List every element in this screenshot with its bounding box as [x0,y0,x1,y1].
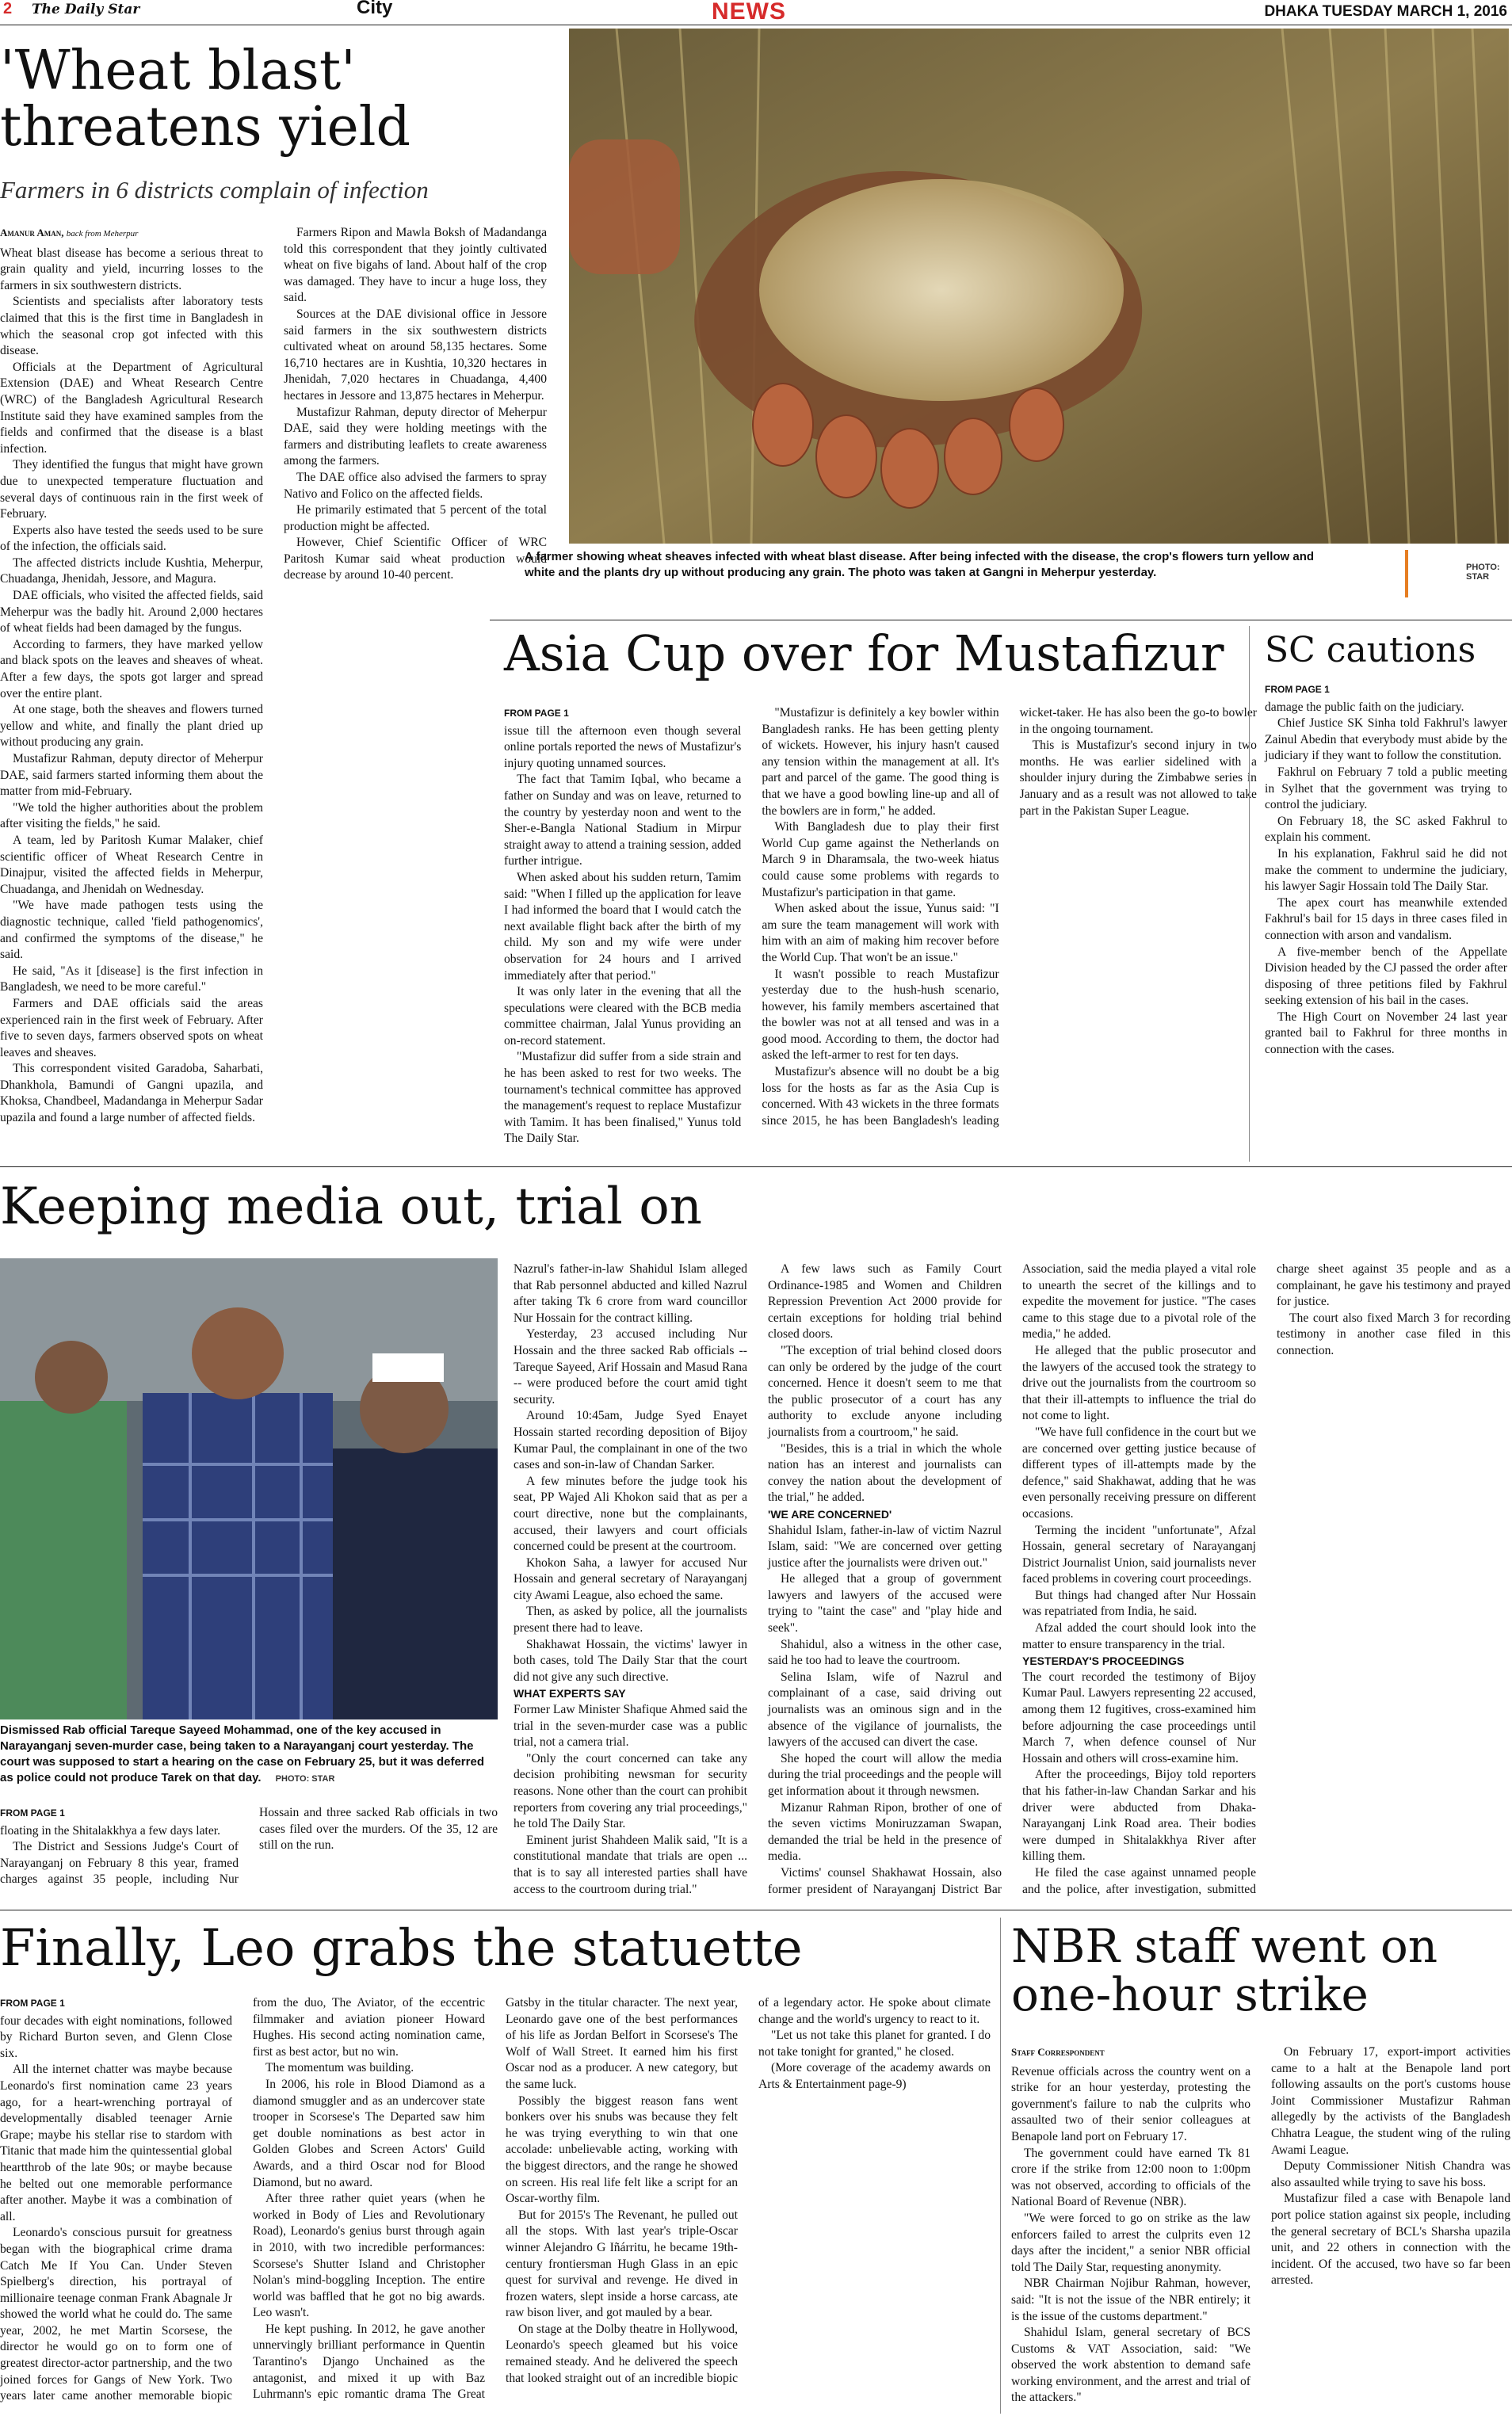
media-from-page: FROM PAGE 1 [0,1807,65,1819]
rule [0,1166,1512,1167]
nbr-headline: NBR staff went on one-hour strike [1011,1919,1438,2021]
media-para: Nazrul's father-in-law Shahidul Islam alleged that Rab personnel abducted and killed Nazrul after taking Tk 6 crore from ward councillor Nur Hossain for the contract killing. [514,1262,747,1325]
wheat-headline: 'Wheat blast' threatens yield [0,40,410,159]
asia-para: When asked about the issue, Yunus said: "I am sure the team management will work with him with an aim of making him recover before the World Cup. That won't be an issue." [762,902,999,964]
nbr-para: The government could have earned Tk 81 crore if the strike from 12:00 noon to 1:00pm was not observed, according to officials of the National Board of Revenue (NBR). [1011,2146,1250,2209]
asia-body [504,705,1257,1158]
asia-para: issue till the afternoon even though several online portals reported the news of Mustafizur's injury quoting unnamed sources. [504,723,742,770]
media-para: Shahidul Islam, father-in-law of victim Nazrul Islam, said: "We are concerned over getting justice after the journalists were driven out." [768,1523,1002,1570]
sc-para: damage the public faith on the judiciary. [1265,700,1464,714]
sc-para: Fakhrul on February 7 told a public meeting in Sylhet that the government was trying to control the judiciary. [1265,765,1507,812]
wheat-para: He primarily estimated that 5 percent of the total production might be affected. [284,503,547,533]
wheat-para: "We told the higher authorities about the problem after visiting the fields," he said. [0,800,263,831]
media-para: He alleged that a group of government lawyers and lawyers of the accused were trying to "taint the case" and "play hide and seek". [768,1572,1002,1635]
media-para: Shakhawat Hossain, the victims' lawyer in both cases, told The Daily Star that the court did not give any such directive. [514,1637,747,1684]
asia-headline: Asia Cup over for Mustafizur [504,624,1224,682]
sc-para: The High Court on November 24 last year granted bail to Fakhrul for three months in connection with the cases. [1265,1010,1507,1057]
media-para: Terming the incident "unfortunate", Afzal Hossain, general secretary of Narayanganj District Journalist Union, said journalists never faced problems in covering court proceedings. [1022,1523,1256,1586]
media-subhead: 'WE ARE CONCERNED' [768,1507,892,1521]
media-para: He filed the case against unnamed people and the police, after investigation, submitted charge sheet against 35 people and as a complainant, he gave his testimony and prayed for justice. [1022,1262,1510,1896]
media-para: A few laws such as Family Court Ordinance-1985 and Women and Children Repression Prevention Act 2000 provide for certain exceptions for holding trial behind closed doors. [768,1262,1002,1342]
leo-body [0,1995,991,2414]
asia-para: This is Mustafizur's second injury in two months. He was earlier sidelined with a shoulder injury during the Zimbabwe series in January and as a result was not allowed to take part in the Pakistan Super League. [1019,739,1257,818]
wheat-para: This correspondent visited Garadoba, Saharbati, Dhankhola, Bamundi of Gangni upazila, and Khoksa, Chandbeel, Madandanga in Meherpur Sadar upazila and found a large number of affected fields. [0,1062,263,1125]
wheat-para: At one stage, both the sheaves and flowers turned yellow and white, and finally the plant dried up without producing any grain. [0,703,263,750]
sc-para: Chief Justice SK Sinha told Fakhrul's lawyer Zainul Abedin that everybody must abide by the judiciary if they want to follow the constitution. [1265,716,1507,763]
media-para: Victims' counsel Shakhawat Hossain, also former president of Narayanganj District Bar Association, said the media played a vital role to unearth the secret of the killings and to expedite the movement for justice. "The cases came to this stage due to a pivotal role of the media," he added. [768,1262,1256,1896]
asia-para: "Mustafizur did suffer from a side strain and he has been asked to rest for two weeks. The tournament's technical committee has approved the management's request to replace Mustafizur with Tamim. It has been finalised," Yunus told The Daily Star. [504,1050,742,1146]
asia-para: It wasn't possible to reach Mustafizur yesterday due to the hush-hush scenario, however, his family members ascertained that the bowler was not at all tensed and was in a good mood. According to them, the doctor had asked the left-armer to rest for ten days. [762,967,999,1063]
masthead [0,0,1512,24]
wheat-para: They identified the fungus that might have grown due to unexpected temperature fluctuation and several days of continuous rain in the first week of February. [0,458,263,521]
wheat-photo-image [569,29,1509,544]
nbr-byline: Staff Correspondent [1011,2046,1105,2058]
sc-from-page: FROM PAGE 1 [1265,684,1330,695]
leo-para: Possibly the biggest reason fans went bonkers over his snubs was because they felt he was trying everything to win that one accolade: unbelievable acting, working with the biggest directors, and the range he showed on screen. His real life felt like a script for an Oscar-worthy film. [506,2093,738,2206]
media-para: "We have full confidence in the court but we are concerned over getting justice because of different types of ill-attempts made by the defence," said Shakhawat, adding that he was even personally receiving pressure on different occasions. [1022,1425,1256,1521]
media-para: Around 10:45am, Judge Syed Enayet Hossain started recording deposition of Bijoy Kumar Paul, the complainant in one of the two cases and son-in-law of Chandan Sarker. [514,1409,747,1472]
media-body-a [0,1805,498,1900]
asia-para: "Mustafizur is definitely a key bowler within Bangladesh ranks. He has been getting plenty of wickets. However, his injury hasn't caused any tension within the management at all. It's part and parcel of the game. The good thing is that we have a good bowling line-up and all of the bowlers are in form," he added. [762,706,999,818]
wheat-para: Scientists and specialists after laboratory tests claimed that this is the first time in Bangladesh in which the seasonal crop got infected with this disease. [0,295,263,358]
nbr-para: Mustafizur filed a case with Benapole land port police station against six people, including the general secretary of BCL's Sharsha upazila unit, and 22 others in connection with the incident. Of the accused, two have so far been arrested. [1271,2192,1510,2288]
leo-para: "Let us not take this planet for granted. I do not take tonight for granted," he closed. [758,2029,991,2059]
media-subhead: WHAT EXPERTS SAY [514,1687,626,1700]
wheat-para: Experts also have tested the seeds used to be sure of the infection, the officials said. [0,523,263,554]
sc-para: A five-member bench of the Appellate Division headed by the CJ passed the order after disposing of three petitions filed by Fakhrul seeking extension of his bail in the cases. [1265,945,1507,1008]
column-divider [1000,1918,1001,2414]
leo-headline: Finally, Leo grabs the statuette [0,1919,803,1978]
media-photo-image [0,1258,498,1719]
media-para: Then, as asked by police, all the journalists present there had to leave. [514,1605,747,1635]
media-para: "The exception of trial behind closed doors can only be ordered by the judge of the court concerned. Hence it doesn't seem to me that the public prosecutor of a court has any authority to exclude anyone including journalists from a courtroom," he said. [768,1343,1002,1439]
wheat-para: Farmers and DAE officials said the areas experienced rain in the first week of February. After five to seven days, farmers observed spots on wheat leaves and sheaves. [0,996,263,1059]
wheat-para: Mustafizur Rahman, deputy director of Meherpur DAE, said they were holding meetings with the farmers and distributing leaflets to create awareness among the farmers. [284,405,547,468]
sc-headline: SC cautions [1265,630,1476,670]
nbr-para: NBR Chairman Nojibur Rahman, however, said: "It is not the issue of the NBR entirely; it is the issue of the customs department." [1011,2277,1250,2323]
leo-from-page: FROM PAGE 1 [0,1998,65,2009]
sc-para: The apex court has meanwhile extended Fakhrul's bail for 15 days in three cases filed in connection with arson and vandalism. [1265,895,1507,942]
sc-para: On February 18, the SC asked Fakhrul to explain his comment. [1265,814,1507,845]
leo-para: four decades with eight nominations, followed by Richard Burton seven, and Glenn Close six. [0,2013,232,2060]
media-photo-caption: Dismissed Rab official Tareque Sayeed Mohammad, one of the key accused in Narayanganj seven-murder case, being taken to a Narayanganj court yesterday. The court was supposed to start a hearing on the case on February 25, but it was deferred as police could not produce Tarek on that day. PHOTO: STAR [0,1723,484,1784]
asia-para: When asked about his sudden return, Tamim said: "When I filled up the application for leave I had informed the board that I would catch the next available flight back after the birth of my child. My son and my wife were under observation for 24 hours and I arrived immediately after that period." [504,870,742,983]
nbr-para: Deputy Commissioner Nitish Chandra was also assaulted while trying to save his boss. [1271,2159,1510,2189]
wheat-para: DAE officials, who visited the affected fields, said Meherpur was the badly hit. Around 2,000 hectares of wheat fields had been damaged by the fungus. [0,589,263,635]
wheat-para: According to farmers, they have marked yellow and black spots on the leaves and sheaves of wheat. After a few days, the spots got larger and spread over the entire plant. [0,637,263,700]
wheat-para: Farmers Ripon and Mawla Boksh of Madandanga told this correspondent that they jointly cultivated wheat on five bigahs of land. About half of the crop was damaged. They have to incur a huge loss, they said. [284,226,547,305]
caption-accent [1405,550,1408,597]
wheat-para: Officials at the Department of Agricultural Extension (DAE) and Wheat Research Centre (WRC) of the Bangladesh Agricultural Research Institute said they have examined samples from the fields and confirmed that the disease is a blast infection. [0,360,263,456]
wheat-para: The affected districts include Kushtia, Meherpur, Chuadanga, Jhenidah, Jessore, and Magura. [0,555,263,586]
media-para: The District and Sessions Judge's Court of Narayanganj on February 8 this year, framed charges against 35 people, including Nur Hossain and three sacked Rab officials in two cases filed over the murders. Of the 35, 12 are still on the run. [0,1806,498,1887]
wheat-subhead: Farmers in 6 districts complain of infection [0,176,429,204]
nbr-para: On February 17, export-import activities came to a halt at the Benapole land port following assaults on the port's customs house Joint Commissioner Mustafizur Rahman allegedly by the activists of the Bangladesh Chhatra League, the student wing of the ruling Awami League. [1271,2045,1510,2157]
media-para: Selina Islam, wife of Nazrul and complainant of a case, said driving out journalists was an ominous sign and in the absence of the vigilance of journalists, the lawyers of the accused can divert the case. [768,1670,1002,1750]
media-para: Afzal added the court should look into the matter to ensure transparency in the trial. [1022,1621,1256,1651]
media-photo [0,1258,498,1719]
wheat-body [0,225,547,1154]
asia-para: The fact that Tamim Iqbal, who became a father on Sunday and was on leave, returned to the country by yesterday noon and went to the Sher-e-Bangla National Stadium in Mirpur straight away to attend a training session, added further intrigue. [504,773,742,868]
media-subhead: YESTERDAY'S PROCEEDINGS [1022,1655,1185,1668]
leo-para: On stage at the Dolby theatre in Hollywood, Leonardo's speech gleamed but his voice remained steady. And he delivered the speech that looked straight out of an incredible biopic of a legendary actor. He spoke about climate change and the world's urgency to react to it. [506,1996,991,2385]
wheat-para: Mustafizur Rahman, deputy director of Meherpur DAE, said farmers started informing them about the matter from mid-February. [0,752,263,799]
column-divider [1249,626,1250,1162]
asia-para: Mustafizur's absence will no doubt be a big loss for the hosts as far as the Asia Cup is concerned. With 43 wickets in the three formats since 2015, he has been Bangladesh's leading wicket-taker. He has also been the go-to bowler in the ongoing tournament. [762,706,1257,1128]
media-photo-credit: PHOTO: STAR [275,1774,335,1784]
media-para: Khokon Saha, a lawyer for accused Nur Hossain and general secretary of Narayanganj city Awami League, also echoed the same. [514,1555,747,1602]
leo-para: (More coverage of the academy awards on Arts & Entertainment page-9) [758,2061,991,2091]
wheat-para: The DAE office also advised the farmers to spray Nativo and Folico on the affected fields. [284,470,547,501]
media-para: floating in the Shitalakkhya a few days later. [0,1823,221,1838]
section-label: City [357,0,393,18]
sc-para: In his explanation, Fakhrul said he did not make the comment to undermine the judiciary, his lawyer Sagir Hossain told The Daily Star. [1265,846,1507,894]
wheat-para: However, Chief Scientific Officer of WRC Paritosh Kumar said wheat production would decrease by around 10-40 percent. [284,536,547,582]
asia-from-page: FROM PAGE 1 [504,708,569,719]
media-para: The court recorded the testimony of Bijoy Kumar Paul. Lawyers representing 22 accused, among them 12 fugitives, cross-examined him before adjourning the case proceedings until March 7, when defence counsel of Nur Hossain and others will cross-examine him. [1022,1670,1256,1765]
asia-para: It was only later in the evening that all the speculations were cleared with the BCB media committee chairman, Jalal Yunus providing an on-record statement. [504,985,742,1048]
media-para: She hoped the court will allow the media during the trial proceedings and the people will get information about it through newsmen. [768,1751,1002,1798]
wheat-para: A team, led by Paritosh Kumar Malaker, chief scientific officer of Wheat Research Centre in Dinajpur, visited the affected fields in Meherpur, Chuadanga, and Jhenidah on Wednesday. [0,833,263,896]
leo-para: He kept pushing. In 2012, he gave another unnervingly brilliant performance in Quentin Tarantino's Django Unchained as the antagonist, and mixed it up with Baz Luhrmann's epic romantic drama The Great Gatsby in the titular character. The next year, Leonardo gave one of the best performances of his life as Jordan Belfort in Scorsese's The Wolf of Wall Street. It earned him his first Oscar nod as a producer. A new category, but the same luck. [253,1996,738,2402]
media-headline: Keeping media out, trial on [0,1177,702,1236]
leo-para: But for 2015's The Revenant, he pulled out all the stops. With last year's triple-Oscar winner Alejandro G Iñárritu, he became 19th-century frontiersman Hugh Glass in an epic quest for survival and revenge. He dived in frozen waters, slept inside a horse carcass, ate raw bison liver, and got mauled by a bear. [506,2208,738,2320]
media-para: After the proceedings, Bijoy told reporters that his father-in-law Chandan Sarkar and his driver were abducted from Dhaka-Narayanganj Link Road area. Their bodies were dumped in Shitalakkhya River after killing them. [1022,1768,1256,1864]
asia-para: With Bangladesh due to play their first World Cup game against the Netherlands on March 9 in Dharamsala, the two-week hiatus could cause some problems with regards to Mustafizur's participation in that game. [762,820,999,899]
paper-name: The Daily Star [32,2,140,17]
media-para: But things had changed after Nur Hossain was repatriated from India, he said. [1022,1588,1256,1619]
media-para: Former Law Minister Shafique Ahmed said the trial in the seven-murder case was a public trial, not a camera trial. [514,1703,747,1750]
sc-body [1265,681,1507,1158]
leo-para: After three rather quiet years (when he worked in Body of Lies and Revolutionary Road), Leonardo's genius burst through again in 2010, with two incredible performances: Scorsese's Shutter Island and Christopher Nolan's mind-boggling Inception. The entire world was baffled that he got no big awards. Leo wasn't. [253,2192,485,2320]
wheat-photo-credit: PHOTO: STAR [1466,563,1500,582]
media-para: Shahidul, also a witness in the other case, said he too had to leave the courtroom. [768,1637,1002,1668]
media-para: A few minutes before the judge took his seat, PP Wajed Ali Khokon said that as per a court directive, none but the complainants, accused, their lawyers and court officials concerned could be present at the courtroom. [514,1474,747,1554]
media-para: Eminent jurist Shahdeen Malik said, "It is a constitutional mandate that trials are open ... that is to say all interested parties shall have access to the courtroom during trial." [514,1833,747,1896]
leo-para: Leonardo's conscious pursuit for greatness began with the biographical crime drama Catch Me If You Can. Under Steven Spielberg's direction, his portrayal of millionaire teenage conman Frank Abagnale Jr showed the world what he could do. The same year, 2002, he met Martin Scorsese, the director he would go on to form one of greatest director-actor partnership, and the two joined forces for Gangs of New York. Two years later came another memorable biopic from the duo, The Aviator, of the eccentric filmmaker and aviation pioneer Howard Hughes. His second acting nomination came, first as best actor, but no win. [0,1996,485,2403]
media-para: The court also fixed March 3 for recording testimony in another case filed in this connection. [1277,1311,1510,1357]
media-para: "Besides, this is a trial in which the whole nation has an interest and journalists can convey the nation about the development of the trial," he added. [768,1441,1002,1505]
media-para: Mizanur Rahman Ripon, brother of one of the seven victims Moniruzzaman Swapan, demanded the trial be held in the presence of media. [768,1800,1002,1864]
leo-para: The momentum was building. [265,2061,414,2075]
wheat-photo [569,29,1509,544]
wheat-para: "We have made pathogen tests using the diagnostic technique, called 'field pathogenomics', and confirmed the symptoms of the disease," he said. [0,899,263,962]
leo-para: In 2006, his role in Blood Diamond as a diamond smuggler and as an undercover state trooper in Scorsese's The Departed saw him get double nominations as best actor in Golden Globes and Screen Actors' Guild Awards, and a third Oscar nod for Blood Diamond, but no award. [253,2077,485,2189]
wheat-para: He said, "As it [disease] is the first infection in Bangladesh, we need to be more careful." [0,964,263,994]
nbr-para: "We were forced to go on strike as the law enforcers failed to arrest the culprits even 12 days after the incident," a senior NBR official told The Daily Star, requesting anonymity. [1011,2211,1250,2274]
media-body-b [514,1261,1510,1900]
nbr-para: Shahidul Islam, general secretary of BCS Customs & VAT Association, said: "We observed the work abstention to demand safe working environment, and the arrest and trial of the attackers." [1011,2326,1250,2405]
wheat-para: Sources at the DAE divisional office in Jessore said farmers in the six southwestern districts cultivated wheat on around 58,135 hectares. Some 16,710 hectares are in Kushtia, 10,320 hectares in Jhenidah, 7,020 hectares in Chuadanga, 4,400 hectares in Jessore and 13,875 hectares in Meherpur. [284,307,547,403]
nbr-para: Revenue officials across the country went on a strike for an hour yesterday, protesting the government's failure to nab the culprits who assaulted two of their senior colleagues at Benapole land port on February 17. [1011,2064,1250,2143]
page-number: 2 [3,0,13,17]
wheat-para: Wheat blast disease has become a serious threat to grain quality and yield, incurring losses to the farmers in six southwestern districts. [0,246,263,292]
wheat-photo-caption: A farmer showing wheat sheaves infected with wheat blast disease. After being infected with the disease, the crop's flowers turn yellow and white and the plants dry up without producing any grain. The photo was taken at Gangni in Meherpur yesterday. [525,550,1315,579]
dateline: DHAKA TUESDAY MARCH 1, 2016 [1264,3,1507,20]
media-para: "Only the court concerned can take any decision prohibiting newsman for security reasons. None other than the court can prohibit reporters from covering any trial proceedings," he told The Daily Star. [514,1751,747,1831]
nbr-body [1011,2044,1510,2414]
media-para: Yesterday, 23 accused including Nur Hossain and the three sacked Rab officials -- Tareque Sayeed, Arif Hossain and Masud Rana -- were produced before the court amid tight security. [514,1327,747,1406]
section-news: NEWS [712,0,786,25]
wheat-byline: Amanur Aman, back from Meherpur [0,227,139,239]
leo-para: All the internet chatter was maybe because Leonardo's first nomination came 23 years ago, for a heart-wrenching portrayal of developmentally disabled teenager Arnie Grape; maybe his stellar rise to stardom with Titanic that made him the quintessential global heartthrob of the late 90s; or maybe because he belted out one memorable performance after another. Maybe it was a combination of all. [0,2063,232,2223]
media-para: He alleged that the public prosecutor and the lawyers of the accused took the strategy to drive out the journalists from the courtroom so that their ill-attempts to influence the trial do not come to light. [1022,1343,1256,1423]
